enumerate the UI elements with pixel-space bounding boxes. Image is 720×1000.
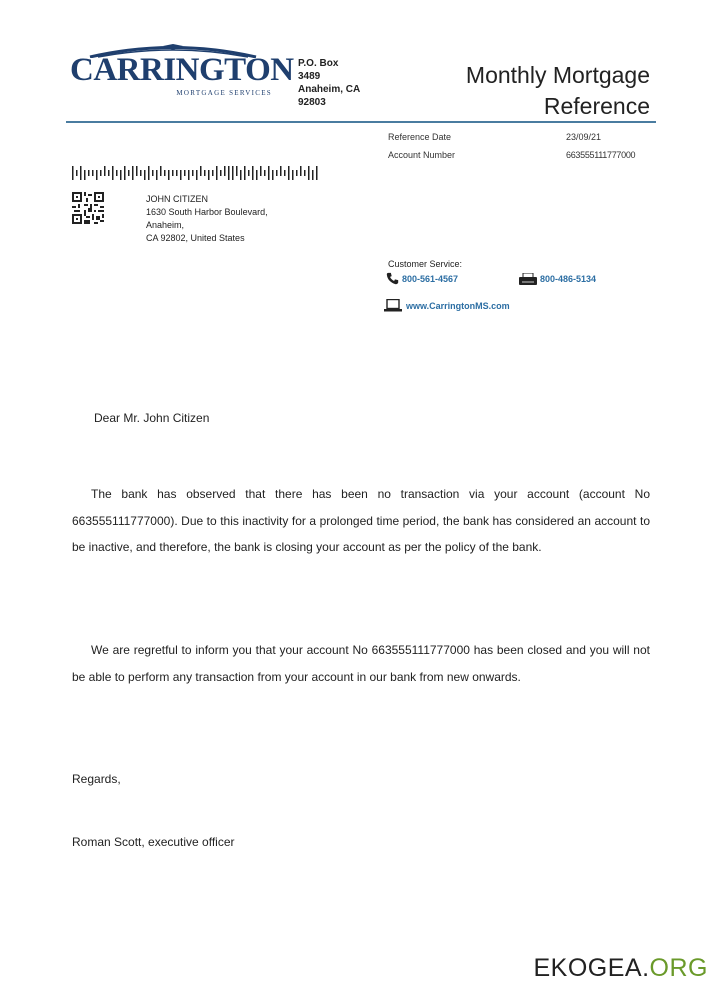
company-address	[298, 57, 378, 109]
logo-subtitle: MORTGAGE SERVICES	[176, 89, 272, 97]
company-address-line: P.O. Box	[298, 58, 339, 69]
recipient-address	[146, 193, 346, 245]
account-number-value: 663555111777000	[566, 150, 636, 160]
letter-closing: Regards,	[72, 772, 121, 786]
watermark	[534, 954, 709, 983]
company-address-line: 92803	[298, 97, 326, 108]
letter-signature: Roman Scott, executive officer	[72, 835, 235, 849]
postal-barcode	[72, 164, 322, 180]
watermark-part1: EKOGEA.	[533, 954, 650, 982]
phone-icon	[386, 272, 399, 290]
watermark-part2: ORG	[649, 954, 708, 982]
customer-service-label: Customer Service:	[388, 259, 463, 269]
fax-number-link[interactable]: 800-486-5134	[540, 274, 597, 284]
company-address-line: Anaheim, CA	[298, 84, 361, 95]
recipient-name: JOHN CITIZEN	[146, 194, 208, 204]
account-number-label: Account Number	[388, 150, 456, 160]
letter-salutation: Dear Mr. John Citizen	[94, 411, 210, 425]
company-address-line: 3489	[298, 71, 321, 82]
letter-paragraph-2: We are regretful to inform you that your account No 663555111777000 has been closed and you will not be able to perform any transaction from your account in our bank from new onwards.	[72, 643, 650, 684]
document-title-line1: Monthly Mortgage	[465, 62, 650, 88]
website-link[interactable]: www.CarringtonMS.com	[406, 301, 510, 311]
letter-paragraph-1: The bank has observed that there has been no transaction via your account (account No 663555111777000). Due to this inactivity for a prolonged time period, the bank has considered an account to be inactive, and therefore, the bank is closing your account as per the policy of the bank.	[72, 487, 650, 554]
phone-number-link[interactable]: 800-561-4567	[402, 274, 459, 284]
reference-date-value: 23/09/21	[566, 132, 602, 142]
header-divider	[66, 121, 656, 123]
reference-date-label: Reference Date	[388, 132, 452, 142]
recipient-address-line: Anaheim,	[146, 220, 185, 230]
recipient-address-line: 1630 South Harbor Boulevard,	[146, 207, 268, 217]
document-title-line2: Reference	[543, 93, 650, 119]
fax-icon	[519, 273, 537, 291]
logo-wordmark: CARRINGTON	[70, 52, 294, 88]
document-title	[466, 60, 650, 122]
qr-code	[72, 192, 104, 224]
recipient-address-line: CA 92802, United States	[146, 233, 245, 243]
company-logo	[70, 44, 294, 100]
laptop-icon	[384, 299, 402, 317]
